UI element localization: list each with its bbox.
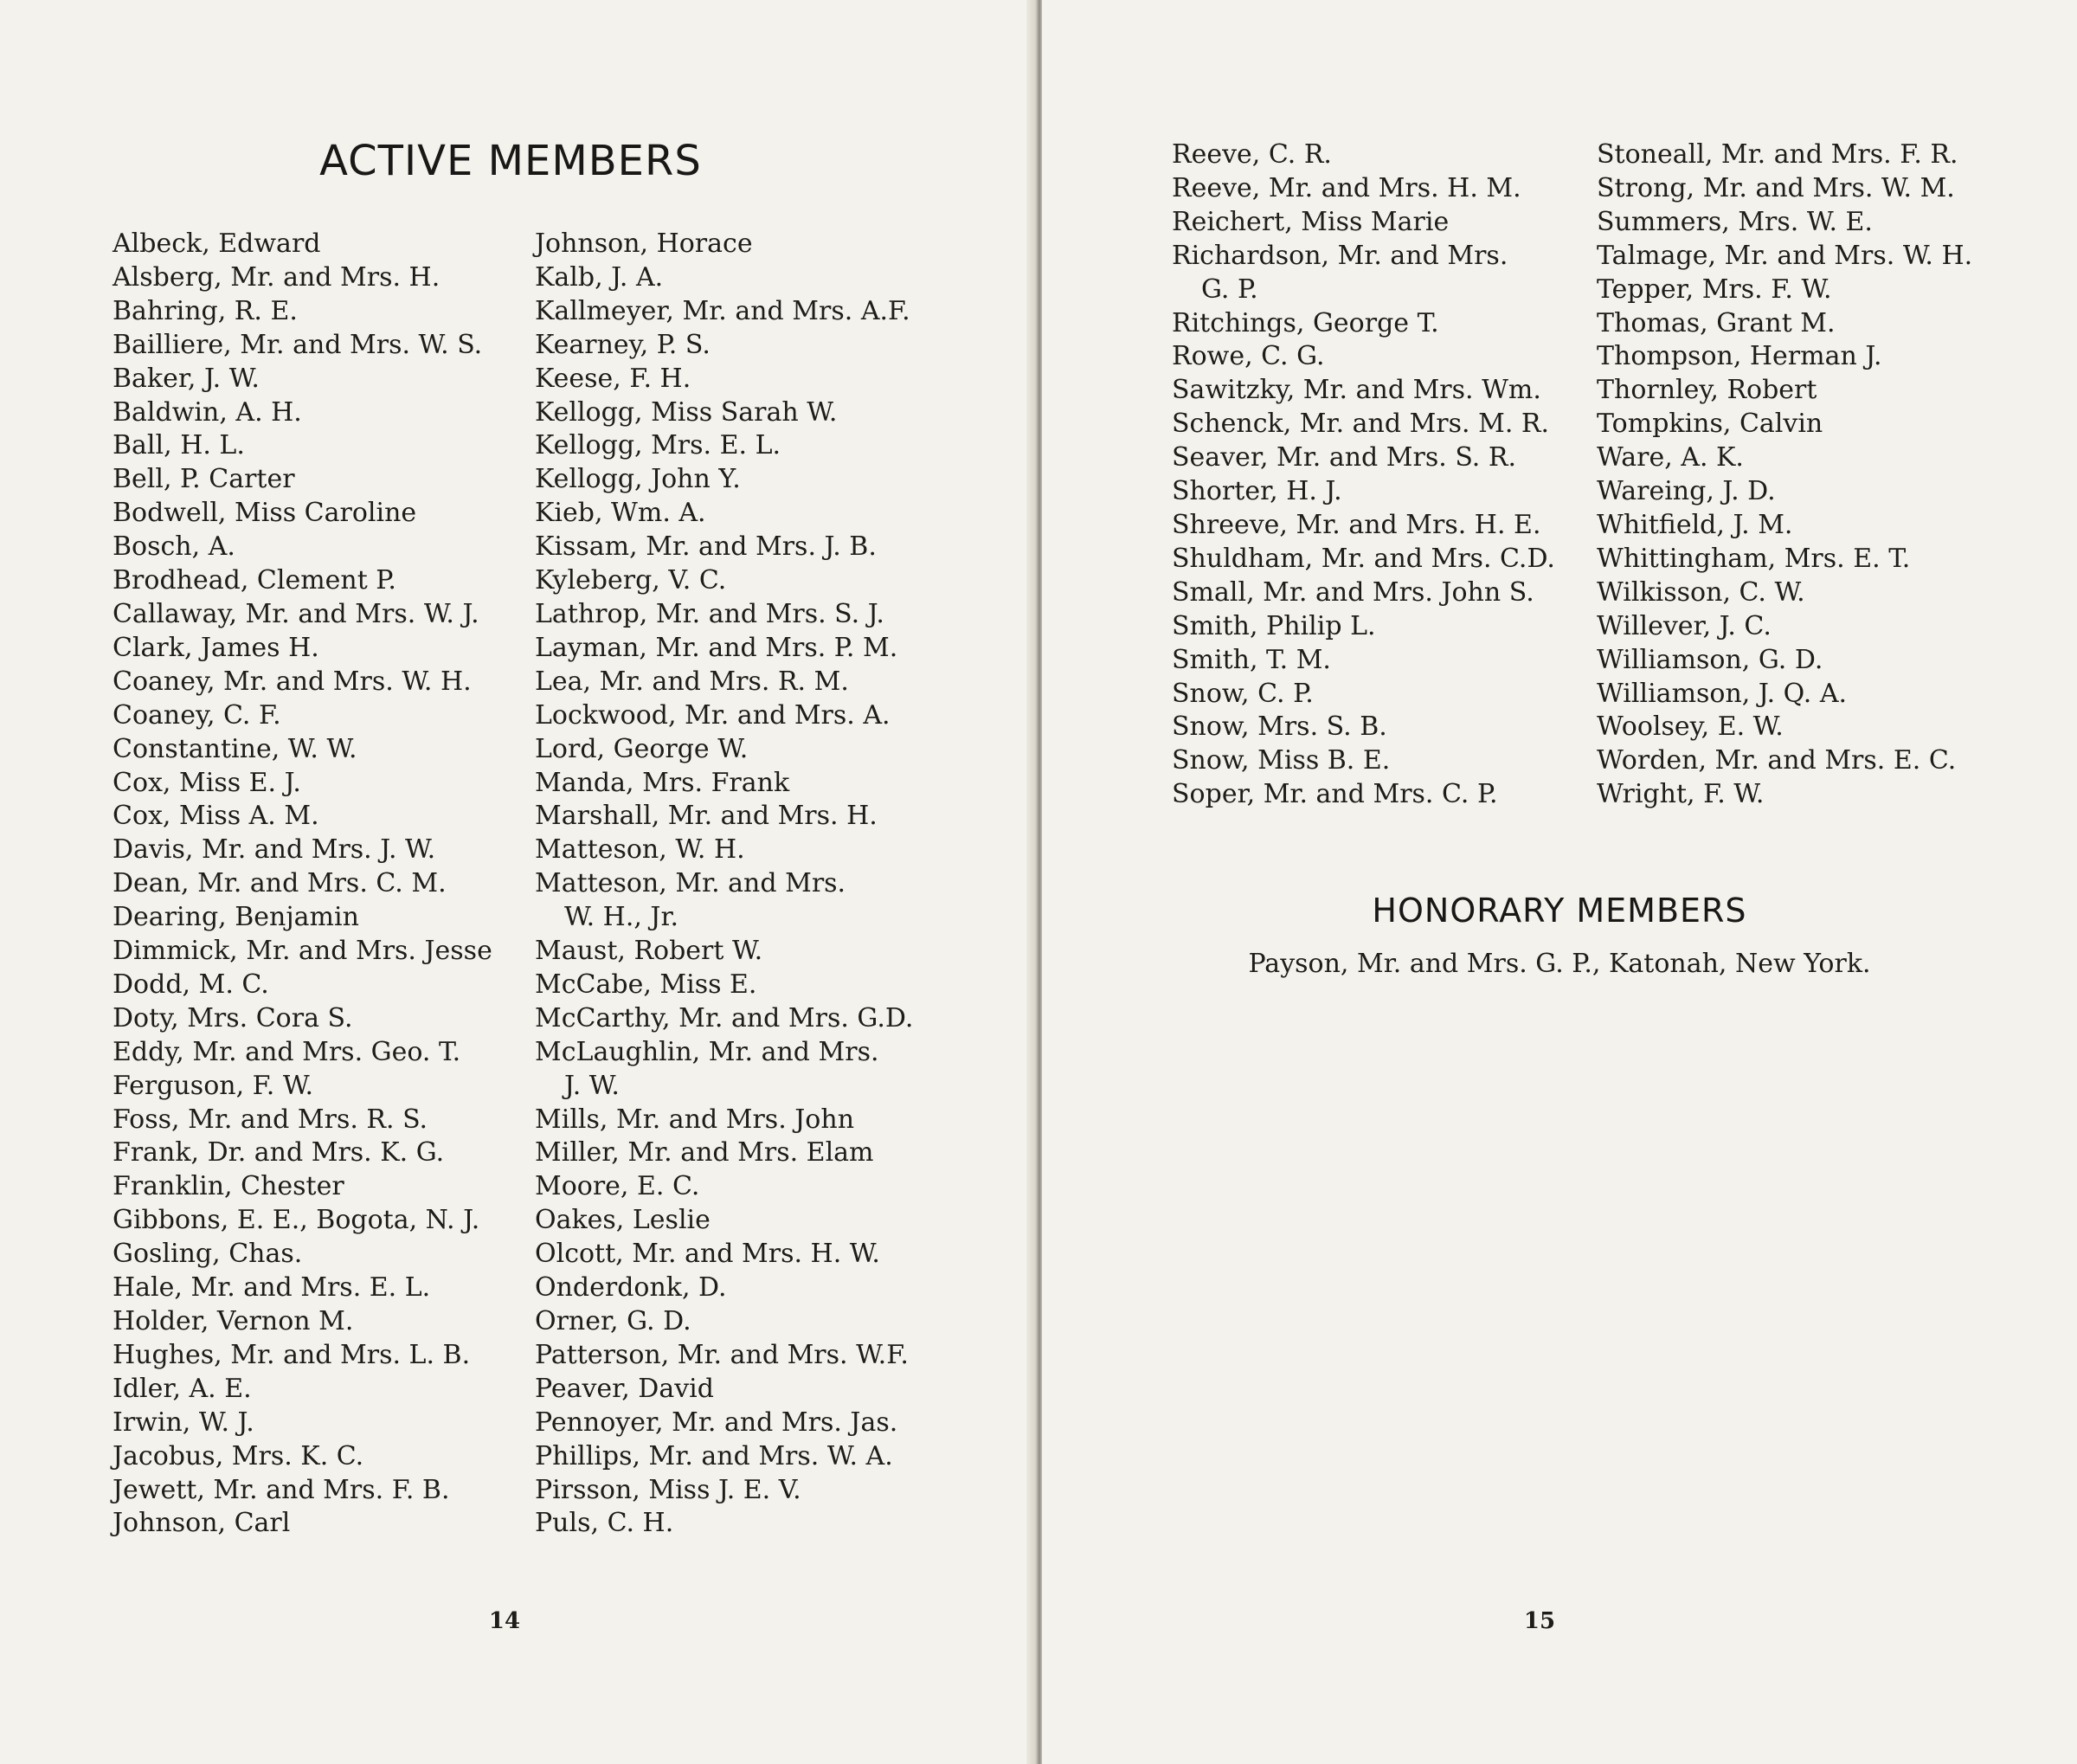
- member-entry: Phillips, Mr. and Mrs. W. A.: [535, 1440, 893, 1471]
- member-entry: Willever, J. C.: [1597, 610, 1772, 641]
- member-entry: Franklin, Chester: [113, 1171, 344, 1202]
- member-entry: Keese, F. H.: [535, 363, 691, 394]
- left-member-column-1: [113, 228, 492, 1541]
- member-entry: Snow, Mrs. S. B.: [1172, 711, 1387, 743]
- member-entry: Shreeve, Mr. and Mrs. H. E.: [1172, 509, 1541, 540]
- member-entry: Smith, T. M.: [1172, 644, 1331, 675]
- member-entry: Shuldham, Mr. and Mrs. C.D.: [1172, 543, 1555, 574]
- member-entry: Lea, Mr. and Mrs. R. M.: [535, 666, 849, 697]
- member-entry: Stoneall, Mr. and Mrs. F. R.: [1597, 139, 1958, 170]
- member-entry: Coaney, C. F.: [113, 699, 281, 731]
- member-entry: Kallmeyer, Mr. and Mrs. A.F.: [535, 295, 910, 326]
- member-entry: Baldwin, A. H.: [113, 396, 302, 428]
- member-entry: Peaver, David: [535, 1373, 714, 1404]
- member-entry: Small, Mr. and Mrs. John S.: [1172, 576, 1534, 608]
- member-entry: Kieb, Wm. A.: [535, 498, 706, 529]
- member-entry: J. W.: [564, 1070, 620, 1101]
- member-entry: Olcott, Mr. and Mrs. H. W.: [535, 1239, 880, 1270]
- member-entry: Davis, Mr. and Mrs. J. W.: [113, 834, 436, 866]
- member-entry: Woolsey, E. W.: [1597, 711, 1784, 743]
- honorary-member-entry: Payson, Mr. and Mrs. G. P., Katonah, New York.: [1248, 949, 1871, 979]
- member-entry: Dean, Mr. and Mrs. C. M.: [113, 868, 447, 899]
- member-entry: Talmage, Mr. and Mrs. W. H.: [1597, 240, 1973, 271]
- member-entry: Moore, E. C.: [535, 1171, 700, 1202]
- left-page: [0, 0, 1035, 1764]
- member-entry: Tepper, Mrs. F. W.: [1597, 274, 1832, 305]
- member-entry: Tompkins, Calvin: [1597, 409, 1823, 440]
- member-entry: Idler, A. E.: [113, 1373, 252, 1404]
- member-entry: Williamson, J. Q. A.: [1597, 678, 1848, 709]
- member-entry: Hale, Mr. and Mrs. E. L.: [113, 1272, 431, 1304]
- right-page: [1042, 0, 2077, 1764]
- member-entry: Bailliere, Mr. and Mrs. W. S.: [113, 329, 483, 360]
- member-entry: Layman, Mr. and Mrs. P. M.: [535, 632, 898, 663]
- member-entry: Miller, Mr. and Mrs. Elam: [535, 1137, 874, 1168]
- member-entry: Kissam, Mr. and Mrs. J. B.: [535, 531, 877, 563]
- member-entry: Reeve, C. R.: [1172, 139, 1332, 170]
- member-entry: Eddy, Mr. and Mrs. Geo. T.: [113, 1036, 461, 1067]
- member-entry: Thompson, Herman J.: [1597, 341, 1882, 372]
- member-entry: Bodwell, Miss Caroline: [113, 498, 417, 529]
- member-entry: Lathrop, Mr. and Mrs. S. J.: [535, 598, 884, 629]
- right-member-column-2: [1597, 138, 1972, 812]
- member-entry: Baker, J. W.: [113, 363, 260, 394]
- member-entry: Kellogg, Miss Sarah W.: [535, 396, 838, 428]
- member-entry: Constantine, W. W.: [113, 733, 357, 764]
- member-entry: Johnson, Carl: [113, 1508, 291, 1539]
- member-entry: Oakes, Leslie: [535, 1205, 711, 1236]
- member-entry: Albeck, Edward: [113, 229, 321, 259]
- member-entry: Marshall, Mr. and Mrs. H.: [535, 801, 878, 832]
- member-entry: Kyleberg, V. C.: [535, 565, 727, 596]
- member-entry: Maust, Robert W.: [535, 936, 763, 967]
- member-entry: Pennoyer, Mr. and Mrs. Jas.: [535, 1407, 898, 1438]
- member-entry: Ritchings, George T.: [1172, 307, 1439, 338]
- member-entry: Frank, Dr. and Mrs. K. G.: [113, 1137, 445, 1168]
- member-entry: Hughes, Mr. and Mrs. L. B.: [113, 1339, 471, 1370]
- member-entry: Wareing, J. D.: [1597, 476, 1776, 507]
- member-entry: Thornley, Robert: [1597, 375, 1817, 406]
- member-entry: Cox, Miss E. J.: [113, 767, 301, 798]
- active-members-title: ACTIVE MEMBERS: [319, 137, 702, 185]
- member-entry: Whitfield, J. M.: [1597, 509, 1793, 540]
- member-entry: McCabe, Miss E.: [535, 969, 757, 1000]
- member-entry: Holder, Vernon M.: [113, 1306, 354, 1336]
- member-entry: Manda, Mrs. Frank: [535, 767, 790, 798]
- member-entry: Irwin, W. J.: [113, 1407, 254, 1438]
- member-entry: Matteson, W. H.: [535, 834, 745, 866]
- member-entry: Strong, Mr. and Mrs. W. M.: [1597, 172, 1955, 203]
- member-entry: Lord, George W.: [535, 733, 749, 764]
- member-entry: Callaway, Mr. and Mrs. W. J.: [113, 598, 479, 629]
- member-entry: Johnson, Horace: [535, 229, 753, 259]
- page-number-right: 15: [1523, 1608, 1556, 1634]
- member-entry: McLaughlin, Mr. and Mrs.: [535, 1036, 879, 1067]
- member-entry: G. P.: [1201, 274, 1258, 305]
- member-entry: Kellogg, Mrs. E. L.: [535, 430, 781, 461]
- member-entry: Smith, Philip L.: [1172, 610, 1376, 641]
- honorary-members-section: [1042, 892, 2077, 979]
- right-member-column-1: [1172, 138, 1555, 812]
- member-entry: Puls, C. H.: [535, 1508, 674, 1539]
- member-entry: Ferguson, F. W.: [113, 1070, 313, 1101]
- member-entry: Dimmick, Mr. and Mrs. Jesse: [113, 936, 492, 967]
- member-entry: Seaver, Mr. and Mrs. S. R.: [1172, 442, 1516, 473]
- member-entry: Sawitzky, Mr. and Mrs. Wm.: [1172, 375, 1541, 406]
- member-entry: Kellogg, John Y.: [535, 464, 741, 495]
- member-entry: Lockwood, Mr. and Mrs. A.: [535, 699, 891, 731]
- member-entry: Kearney, P. S.: [535, 329, 711, 360]
- member-entry: Wilkisson, C. W.: [1597, 576, 1805, 608]
- member-entry: Schenck, Mr. and Mrs. M. R.: [1172, 409, 1550, 440]
- member-entry: Mills, Mr. and Mrs. John: [535, 1104, 855, 1135]
- member-entry: Pirsson, Miss J. E. V.: [535, 1474, 801, 1505]
- member-entry: Reeve, Mr. and Mrs. H. M.: [1172, 172, 1521, 203]
- member-entry: Matteson, Mr. and Mrs.: [535, 868, 846, 899]
- member-entry: Whittingham, Mrs. E. T.: [1597, 543, 1911, 574]
- member-entry: Patterson, Mr. and Mrs. W.F.: [535, 1339, 909, 1370]
- member-entry: Bosch, A.: [113, 531, 235, 563]
- member-entry: Summers, Mrs. W. E.: [1597, 206, 1873, 237]
- member-entry: Shorter, H. J.: [1172, 476, 1342, 507]
- member-entry: Rowe, C. G.: [1172, 341, 1325, 372]
- member-entry: Thomas, Grant M.: [1597, 307, 1836, 338]
- member-entry: Reichert, Miss Marie: [1172, 206, 1450, 237]
- left-member-column-2: [535, 228, 913, 1541]
- honorary-members-title: HONORARY MEMBERS: [1372, 892, 1747, 930]
- member-entry: Coaney, Mr. and Mrs. W. H.: [113, 666, 472, 697]
- member-entry: Ware, A. K.: [1597, 442, 1744, 473]
- member-entry: Soper, Mr. and Mrs. C. P.: [1172, 779, 1498, 810]
- member-entry: Richardson, Mr. and Mrs.: [1172, 240, 1508, 271]
- member-entry: Onderdonk, D.: [535, 1272, 727, 1304]
- member-entry: Brodhead, Clement P.: [113, 565, 396, 596]
- member-entry: Snow, Miss B. E.: [1172, 745, 1391, 776]
- member-entry: Jacobus, Mrs. K. C.: [113, 1440, 364, 1471]
- member-entry: Dearing, Benjamin: [113, 902, 359, 933]
- member-entry: Bahring, R. E.: [113, 295, 298, 326]
- member-entry: Orner, G. D.: [535, 1306, 691, 1336]
- member-entry: McCarthy, Mr. and Mrs. G.D.: [535, 1002, 914, 1033]
- member-entry: Jewett, Mr. and Mrs. F. B.: [113, 1474, 450, 1505]
- member-entry: Wright, F. W.: [1597, 779, 1765, 810]
- member-entry: Bell, P. Carter: [113, 464, 295, 495]
- member-entry: W. H., Jr.: [564, 902, 679, 933]
- member-entry: Gosling, Chas.: [113, 1239, 303, 1270]
- member-entry: Williamson, G. D.: [1597, 644, 1823, 675]
- member-entry: Snow, C. P.: [1172, 678, 1314, 709]
- member-entry: Alsberg, Mr. and Mrs. H.: [113, 261, 440, 293]
- member-entry: Kalb, J. A.: [535, 261, 664, 293]
- page-number-left: 14: [488, 1608, 521, 1634]
- member-entry: Clark, James H.: [113, 632, 319, 663]
- member-entry: Cox, Miss A. M.: [113, 801, 319, 832]
- member-entry: Gibbons, E. E., Bogota, N. J.: [113, 1205, 480, 1236]
- member-entry: Foss, Mr. and Mrs. R. S.: [113, 1104, 428, 1135]
- member-entry: Doty, Mrs. Cora S.: [113, 1002, 353, 1033]
- member-entry: Worden, Mr. and Mrs. E. C.: [1597, 745, 1957, 776]
- member-entry: Dodd, M. C.: [113, 969, 269, 1000]
- member-entry: Ball, H. L.: [113, 430, 245, 461]
